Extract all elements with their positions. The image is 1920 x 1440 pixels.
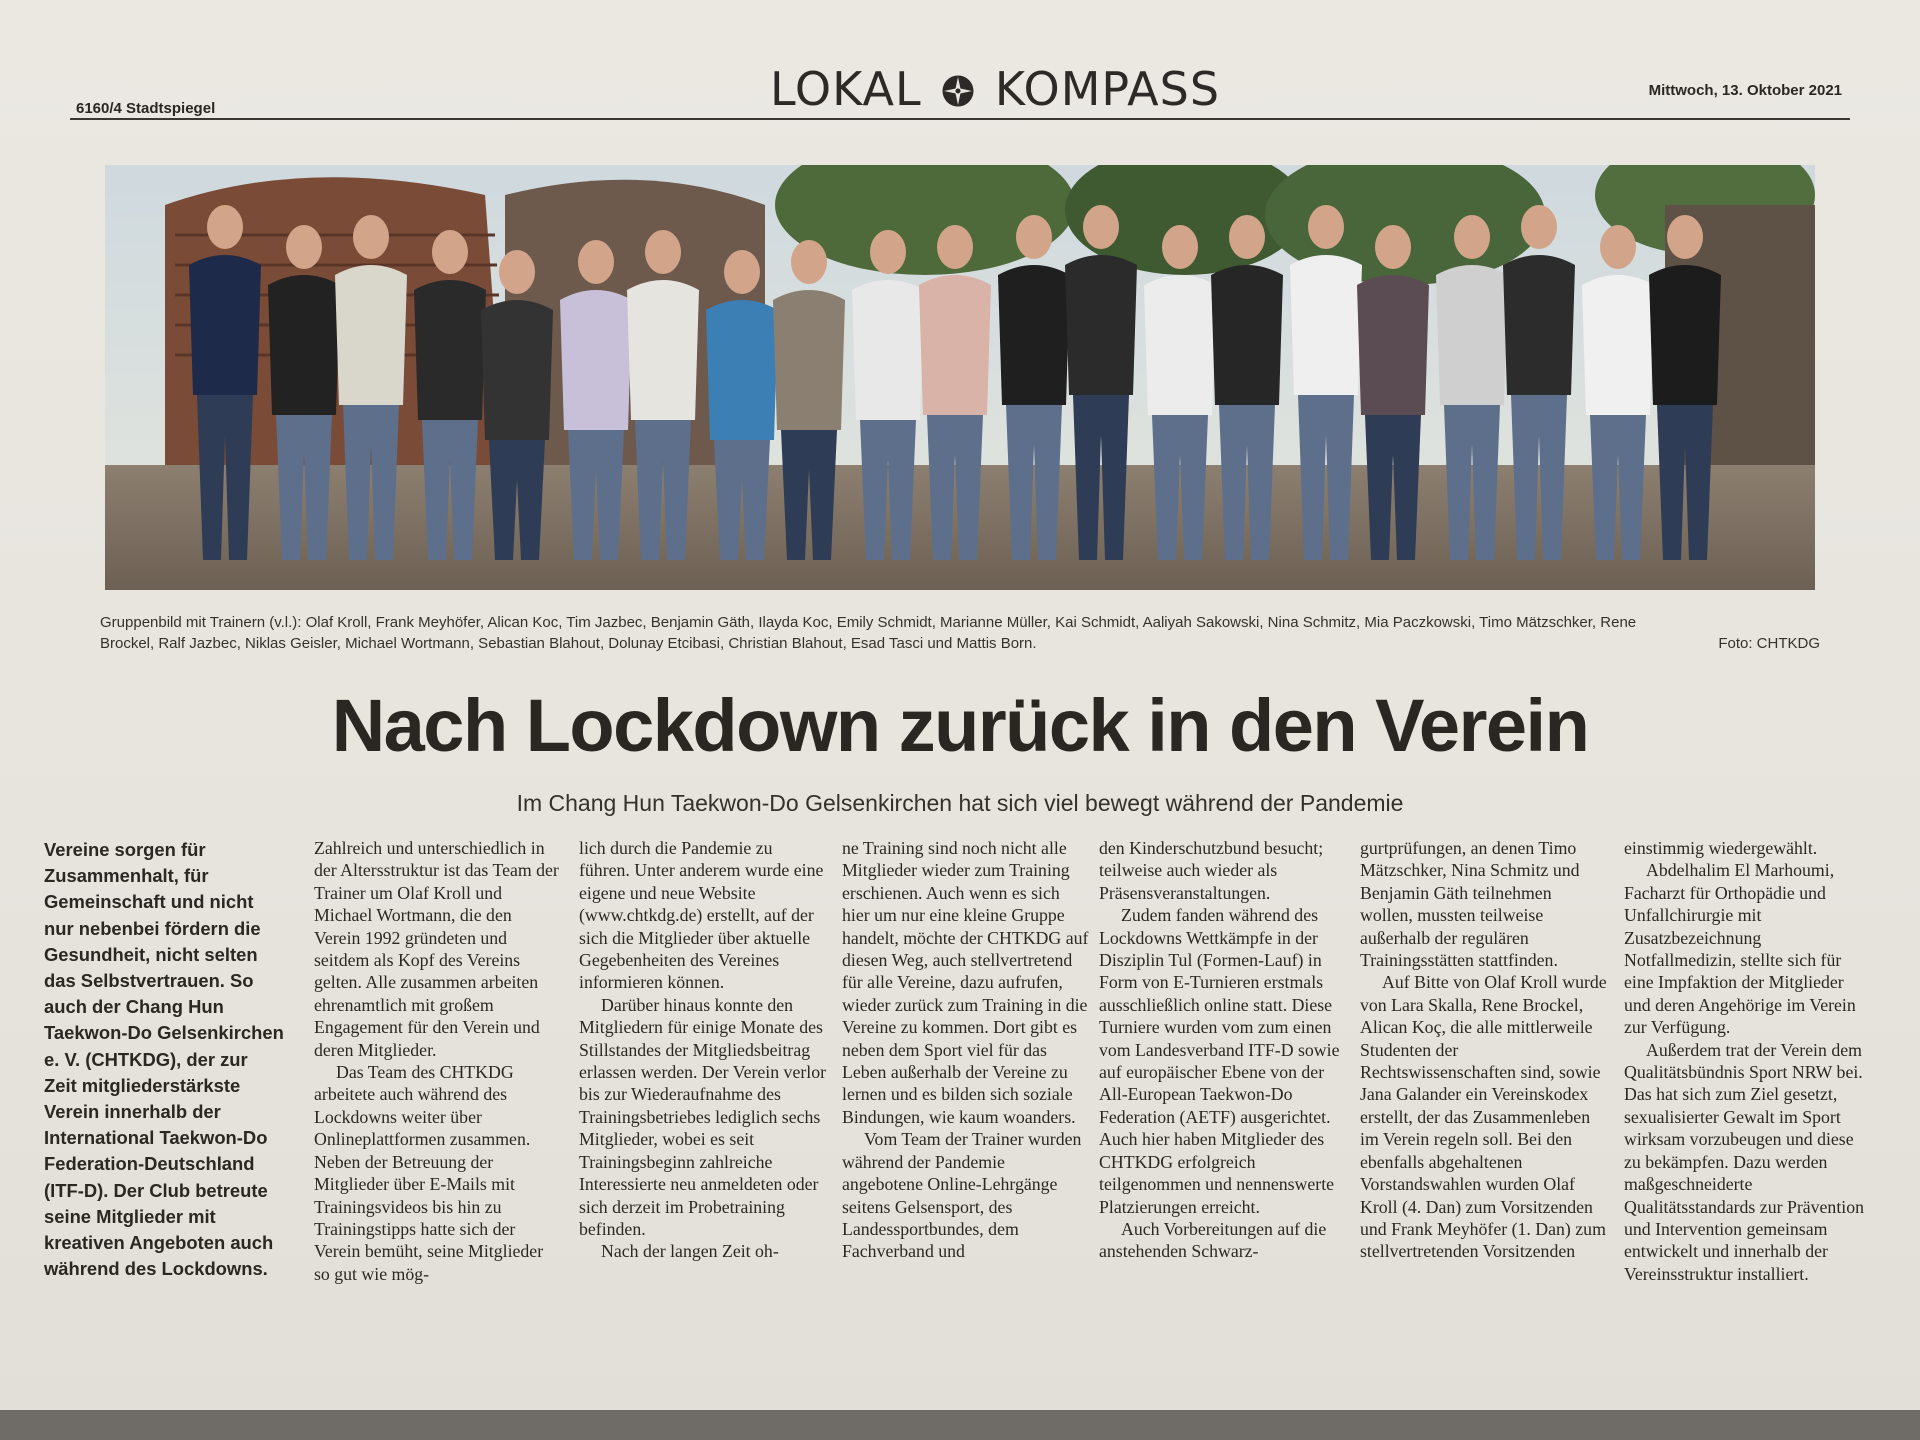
paragraph: Auf Bitte von Olaf Kroll wurde von Lara Skalla, Rene Brockel, Alican Koç, die alle mittlerweile Studenten der Rechtswissenschaften sind, sowie Jana Galander ein Vereinskodex erstellt, der das Zusammenleben im Verein regeln soll. Bei den ebenfalls abgehaltenen Vorstandswahlen wurden Olaf Kroll (4. Dan) zum Vorsitzenden und Frank Meyhöfer (1. Dan) zum stellvertretenden Vorsitzenden	[1360, 972, 1607, 1262]
paragraph: gurtprüfungen, an denen Timo Mätzschker, Nina Schmitz und Benjamin Gäth teilnehmen wollen, mussten teilweise außerhalb der regulären Trainingsstätten stattfinden.	[1360, 838, 1580, 971]
column-6	[1360, 837, 1608, 1263]
brand-left: LOKAL	[769, 62, 922, 116]
paragraph: Abdelhalim El Marhoumi, Facharzt für Orthopädie und Unfallchirurgie mit Zusatzbezeichnung Notfallmedizin, stellte sich für eine Impfaktion der Mitglieder und deren Angehörige im Verein zur Verfügung.	[1624, 860, 1856, 1038]
paragraph: lich durch die Pandemie zu führen. Unter anderem wurde eine eigene und neue Website (www.chtkdg.de) erstellt, auf der sich die Mitglieder über aktuelle Gegebenheiten des Vereines informieren können.	[579, 838, 824, 993]
column-5	[1099, 837, 1347, 1263]
photo-caption	[100, 612, 1820, 654]
group-photo	[105, 165, 1815, 590]
caption-line-1: Gruppenbild mit Trainern (v.l.): Olaf Kroll, Frank Meyhöfer, Alican Koc, Tim Jazbec, Benjamin Gäth, Ilayda Koc, Emily Schmidt, Marianne Müller, Kai Schmidt, Aaliyah Sakowski, Nina Schmitz, Mia Paczkowski, Timo Mätzschker, Rene	[100, 614, 1637, 631]
edition-label: 6160/4 Stadtspiegel	[76, 100, 216, 117]
paragraph: ne Training sind noch nicht alle Mitglieder wieder zum Training erschienen. Auch wenn es sich hier um nur eine kleine Gruppe handelt, möchte der CHTKDG auf diesen Weg, auch stellvertretend für alle Vereine, dazu aufrufen, wieder zurück zum Training in die Vereine zu kommen. Dort gibt es neben dem Sport viel für das Leben außerhalb der Vereine zu lernen und es bilden sich soziale Bindungen, wie kaum woanders.	[842, 838, 1089, 1127]
paragraph: den Kinderschutzbund besucht; teilweise auch wieder als Präsensveranstaltungen.	[1099, 838, 1324, 903]
brand-right: KOMPASS	[994, 62, 1221, 116]
paragraph: Zudem fanden während des Lockdowns Wettkämpfe in der Disziplin Tul (Formen-Lauf) in Form von E-Turnieren erstmals ausschließlich online statt. Diese Turniere wurden vom zum einen vom Landesverband ITF-D sowie auf europäischer Ebene von der All-European Taekwon-Do Federation (AETF) ausgerichtet. Auch hier haben Mitglieder des CHTKDG erfolgreich teilgenommen und nennenswerte Platzierungen erreicht.	[1099, 905, 1340, 1217]
lead-paragraph: Vereine sorgen für Zusammenhalt, für Gemeinschaft und nicht nur nebenbei fördern die Gesundheit, nicht selten das Selbstvertrauen. So auch der Chang Hun Taekwon-Do Gelsenkirchen e. V. (CHTKDG), der zur Zeit mitgliederstärkste Verein innerhalb der International Taekwon-Do Federation-Deutschland (ITF-D). Der Club betreute seine Mitglieder mit kreativen Angeboten auch während des Lockdowns.	[44, 839, 284, 1280]
paragraph: Das Team des CHTKDG arbeitete auch während des Lockdowns weiter über Onlineplattformen zusammen. Neben der Betreuung der Mitglieder über E-Mails mit Trainingsvideos bis hin zu Trainingstipps hatte sich der Verein bemüht, seine Mitglieder so gut wie mög-	[314, 1062, 544, 1284]
issue-date: Mittwoch, 13. Oktober 2021	[1648, 82, 1842, 99]
column-2	[314, 837, 562, 1285]
paragraph: einstimmig wiedergewählt.	[1624, 838, 1818, 858]
newspaper-brand	[730, 62, 1260, 116]
paragraph: Vom Team der Trainer wurden während der Pandemie angebotene Online-Lehrgänge seitens Gelsensport, des Landessportbundes, dem Fachverband und	[842, 1129, 1082, 1262]
article-subheadline: Im Chang Hun Taekwon-Do Gelsenkirchen hat sich viel bewegt während der Pandemie	[516, 790, 1404, 816]
paragraph: Auch Vorbereitungen auf die anstehenden Schwarz-	[1099, 1218, 1327, 1262]
column-lead	[44, 837, 284, 1282]
article-headline: Nach Lockdown zurück in den Verein	[331, 684, 1589, 767]
caption-line-2: Brockel, Ralf Jazbec, Niklas Geisler, Michael Wortmann, Sebastian Blahout, Dolunay Etcibasi, Christian Blahout, Esad Tasci und Mattis Born.	[100, 635, 1037, 652]
masthead-rule	[70, 118, 1850, 120]
article-body	[44, 837, 1884, 1357]
paragraph: Außerdem trat der Verein dem Qualitätsbündnis Sport NRW bei. Das hat sich zum Ziel gesetzt, sexualisierter Gewalt im Sport wirksam vorzubeugen und diese zu bekämpfen. Dazu werden maßgeschneiderte Qualitätsstandards zur Prävention und Intervention gemeinsam entwickelt und innerhalb der Vereinsstruktur installiert.	[1624, 1039, 1864, 1284]
compass-icon	[941, 65, 975, 99]
column-4	[842, 837, 1090, 1263]
photo-credit: Foto: CHTKDG	[1718, 635, 1820, 652]
paragraph: Darüber hinaus konnte den Mitgliedern für einige Monate des Stillstandes der Mitgliedsbeitrag erlassen werden. Der Verein verlor bis zur Wiederaufnahme des Trainingsbetriebes lediglich sechs Mitglieder, wobei es seit Trainingsbeginn zahlreiche Interessierte neu anmeldeten oder sich derzeit im Probetraining befinden.	[579, 994, 827, 1239]
column-7	[1624, 837, 1872, 1285]
column-3	[579, 837, 827, 1263]
paragraph: Zahlreich und unterschiedlich in der Altersstruktur ist das Team der Trainer um Olaf Kroll und Michael Wortmann, die den Verein 1992 gründeten und seitdem als Kopf des Vereins gelten. Alle zusammen arbeiten ehrenamtlich mit großem Engagement für den Verein und deren Mitglieder.	[314, 838, 559, 1060]
paragraph: Nach der langen Zeit oh-	[601, 1241, 779, 1262]
